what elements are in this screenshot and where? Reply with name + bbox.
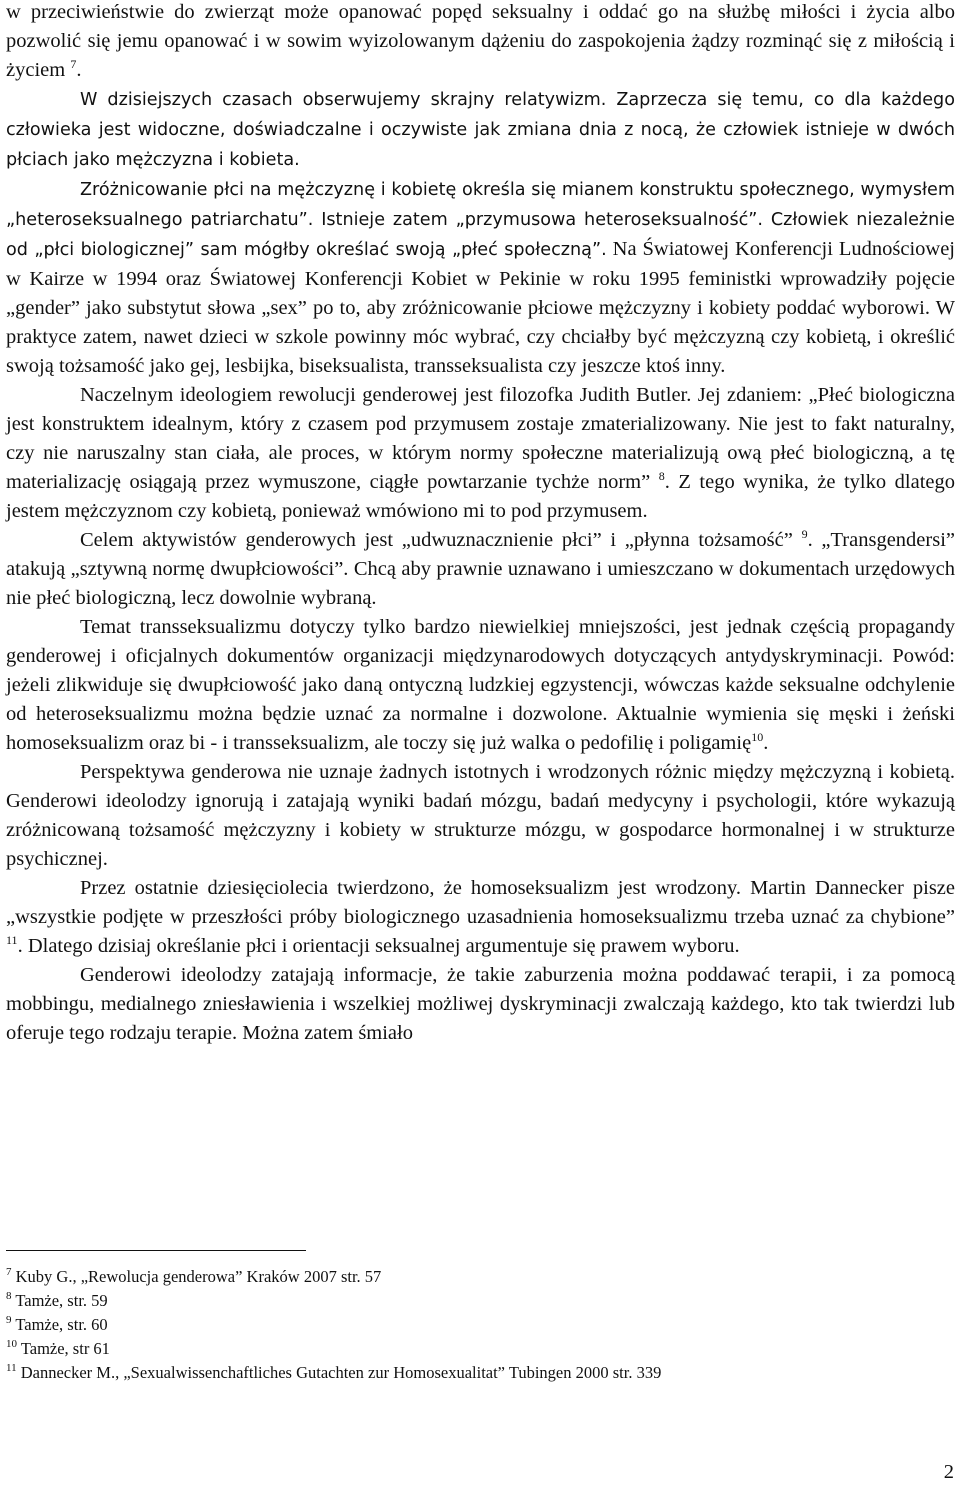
text-run: Na Światowej Konferencji Ludnościowej w Kairze w 1994 oraz Światowej Konferencji Kobiet w Pekinie w roku 1995 feministki wprowadziły pojęcie „gender” jako substytut słowa „sex” po to, aby zróżnicowanie płciowe mężczyzny i kobiety poddać wyborowi. W praktyce zatem, nawet dzieci w szkole powinny móc wybrać, czy chciałby być mężczyzną czy kobietą, i określić swoją tożsamość jako gej, lesbijka, biseksualista, transseksualista czy jeszcze ktoś inny.	[6, 238, 955, 377]
footnote-reference: 7	[70, 57, 77, 71]
body-text	[6, 0, 955, 1048]
footnote-reference: 11	[6, 933, 18, 947]
text-run: .	[763, 732, 769, 754]
footnote-number: 7	[6, 1266, 12, 1278]
footnote-reference: 10	[751, 730, 764, 744]
footnote	[6, 1265, 946, 1289]
footnote	[6, 1361, 946, 1385]
text-run: W dzisiejszych czasach obserwujemy skrajny relatywizm. Zaprzecza się temu, co dla każdego człowieka jest widoczne, doświadczalne i oczywiste jak zmiana dnia z nocą, że człowiek istnieje w dwóch płciach jako mężczyzna i kobieta.	[6, 90, 955, 170]
footnote-number: 11	[6, 1362, 17, 1374]
footnote-text: Dannecker M., „Sexualwissenchaftliches Gutachten zur Homosexualitat” Tubingen 2000 str. 339	[16, 1363, 662, 1382]
paragraph	[6, 0, 955, 85]
footnote	[6, 1289, 946, 1313]
footnote-text: Tamże, str 61	[17, 1339, 110, 1358]
text-run: .	[76, 59, 82, 81]
paragraph	[6, 961, 955, 1048]
footnote-number: 8	[6, 1290, 12, 1302]
text-run: Naczelnym ideologiem rewolucji genderowej jest filozofka Judith Butler. Jej zdaniem: „Płeć biologiczna jest konstruktem idealnym, który z czasem pod przymusem zostaje zmaterializowany. Nie jest to fakt naturalny, czy nie naruszalny stan ciała, ale proces, w którym normy społeczne materializują ową płeć biologiczną, a tę materializację osiągają przez wymuszone, ciągłe powtarzanie tychże norm”	[6, 384, 955, 493]
footnote-text: Tamże, str. 60	[11, 1315, 108, 1334]
paragraph	[6, 874, 955, 961]
text-run: . Z tego wynika, że tylko dlatego jestem mężczyznom czy kobietą, ponieważ wmówiono mi to pod przymusem.	[6, 471, 955, 522]
text-run: . „Transgendersi” atakują „sztywną normę dwupłciowości”. Chcą aby prawnie uznawano i umieszczano w dokumentach urzędowych nie płeć biologiczną, lecz dowolnie wybraną.	[6, 529, 955, 609]
paragraph	[6, 175, 955, 381]
paragraph	[6, 381, 955, 526]
text-run: Genderowi ideolodzy zatajają informacje, że takie zaburzenia można poddawać terapii, i za pomocą mobbingu, medialnego zniesławienia i wszelkiej możliwej dyskryminacji zwalczają każdego, kto tak twierdzi lub oferuje tego rodzaju terapie. Można zatem śmiało	[6, 964, 955, 1044]
text-run: Celem aktywistów genderowych jest „udwuznacznienie płci” i „płynna tożsamość”	[80, 529, 802, 551]
footnote-reference: 9	[801, 527, 808, 541]
text-run: w przeciwieństwie do zwierząt może opanować popęd seksualny i oddać go na służbę miłości i życia albo pozwolić się jemu opanować i w sowim wyizolowanym dążeniu do zaspokojenia żądzy rozminąć się z miłością i życiem	[6, 1, 955, 81]
text-run: Przez ostatnie dziesięciolecia twierdzono, że homoseksualizm jest wrodzony. Martin Dannecker pisze „wszystkie podjęte w przeszłości próby biologicznego uzasadnienia homoseksualizmu trzeba uznać za chybione”	[6, 877, 955, 928]
footnote-number: 9	[6, 1314, 12, 1326]
footnote-text: Kuby G., „Rewolucja genderowa” Kraków 2007 str. 57	[11, 1267, 382, 1286]
paragraph	[6, 526, 955, 613]
paragraph	[6, 758, 955, 874]
footnote-separator	[6, 1250, 306, 1251]
text-run: . Dlatego dzisiaj określanie płci i orientacji seksualnej argumentuje się prawem wyboru.	[17, 935, 740, 957]
footnote	[6, 1337, 946, 1361]
paragraph	[6, 613, 955, 758]
footnote-number: 10	[6, 1338, 17, 1350]
paragraph	[6, 85, 955, 175]
footnote-reference: 8	[658, 469, 665, 483]
text-run: Zróżnicowanie płci na mężczyznę i kobietę określa się mianem konstruktu społecznego, wymysłem „heteroseksualnego patriarchatu”. Istnieje zatem „przymusowa heteroseksualność”. Człowiek niezależnie od „płci biologicznej” sam mógłby określać swoją „płeć społeczną”.	[6, 180, 955, 260]
text-run: Temat transseksualizmu dotyczy tylko bardzo niewielkiej mniejszości, jest jednak częścią propagandy genderowej i oficjalnych dokumentów organizacji międzynarodowych dotyczących antydyskryminacji. Powód: jeżeli zlikwiduje się dwupłciowość jako daną ontyczną ludzkiej egzystencji, wówczas każde seksualne odchylenie od heteroseksualizmu można będzie uznać za normalne i dozwolone. Aktualnie wymienia się męski i żeński homoseksualizm oraz bi - i transseksualizm, ale toczy się już walka o pedofilię i poligamię	[6, 616, 955, 754]
footnotes	[6, 1265, 946, 1385]
page-number: 2	[943, 1461, 954, 1483]
text-run: Perspektywa genderowa nie uznaje żadnych istotnych i wrodzonych różnic między mężczyzną i kobietą. Genderowi ideolodzy ignorują i zatajają wyniki badań mózgu, badań medycyny i psychologii, które wykazują zróżnicowaną tożsamość mężczyzny i kobiety w strukturze mózgu, w gospodarce hormonalnej i w strukturze psychicznej.	[6, 761, 955, 870]
footnote-text: Tamże, str. 59	[11, 1291, 108, 1310]
footnote	[6, 1313, 946, 1337]
